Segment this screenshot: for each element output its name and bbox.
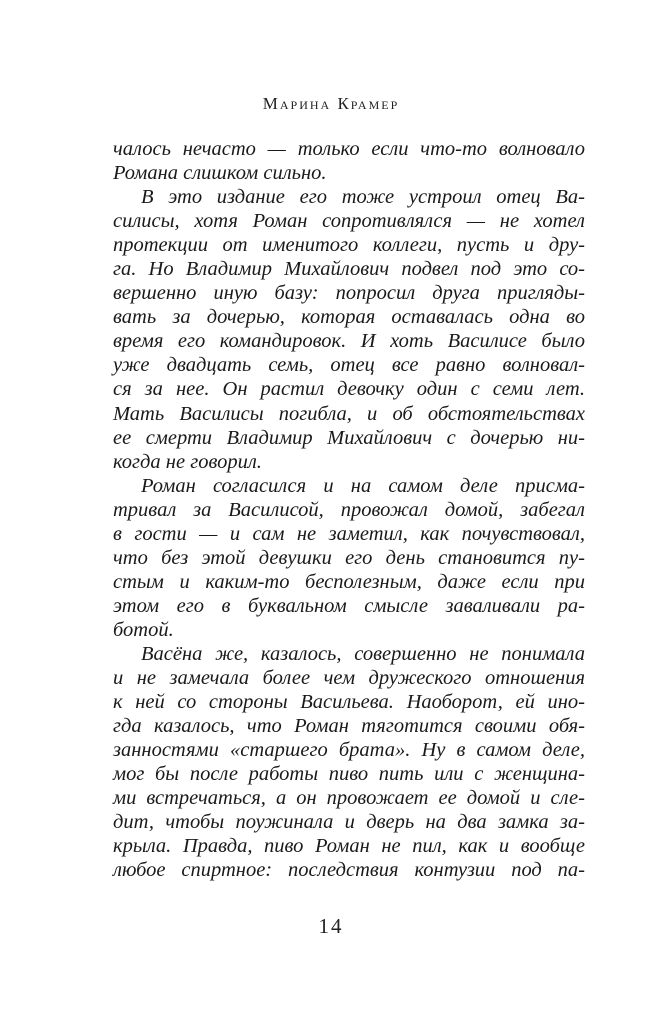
text-line: что без этой девушки его день становится пу- xyxy=(113,546,585,569)
text-line: ботой. xyxy=(113,618,174,641)
text-line: дит, чтобы поужинала и дверь на два замка за- xyxy=(113,811,585,834)
text-line: любое спиртное: последствия контузии под па- xyxy=(113,859,585,882)
text-line: крыла. Правда, пиво Роман не пил, как и вообще xyxy=(113,835,585,858)
text-line: когда не говорил. xyxy=(113,450,262,473)
page-number: 14 xyxy=(318,914,344,938)
body-text xyxy=(113,137,585,882)
text-line: к ней со стороны Васильева. Наоборот, ей ино- xyxy=(113,691,585,714)
text-line: время его командировок. И хоть Василисе было xyxy=(113,330,585,353)
text-line: протекции от именитого коллеги, пусть и дру- xyxy=(113,234,585,257)
text-line: этом его в буквальном смысле заваливали ра- xyxy=(113,594,585,617)
text-line: чалось нечасто — только если что-то волновало xyxy=(113,138,585,160)
text-line: стым и каким-то бесполезным, даже если при xyxy=(113,570,585,593)
text-line: В это издание его тоже устроил отец Ва- xyxy=(141,186,585,209)
text-line: Васёна же, казалось, совершенно не понимала xyxy=(141,642,585,665)
text-line: ми встречаться, а он провожает ее домой и сле- xyxy=(113,787,585,810)
text-line: ее смерти Владимир Михайлович с дочерью ни- xyxy=(113,426,585,449)
text-line: гда казалось, что Роман тяготится своими обя- xyxy=(113,715,585,738)
text-line: мог бы после работы пиво пить или с женщина- xyxy=(113,763,585,786)
text-line: силисы, хотя Роман сопротивлялся — не хотел xyxy=(113,210,585,233)
text-line: вершенно иную базу: попросил друга пригляды- xyxy=(113,282,585,305)
running-head: Марина Крамер xyxy=(262,94,400,113)
text-line: занностями «старшего брата». Ну в самом деле, xyxy=(113,739,585,762)
text-line: тривал за Василисой, провожал домой, забегал xyxy=(113,498,585,521)
text-line: вать за дочерью, которая оставалась одна во xyxy=(113,306,585,329)
text-line: Роман согласился и на самом деле присма- xyxy=(141,474,585,497)
text-line: Мать Василисы погибла, и об обстоятельствах xyxy=(113,402,585,425)
text-line: Романа слишком сильно. xyxy=(113,162,327,185)
text-line: ся за нее. Он растил девочку один с семи лет. xyxy=(113,378,585,401)
text-line: в гости — и сам не заметил, как почувствовал, xyxy=(113,522,585,545)
text-line: и не замечала более чем дружеского отношения xyxy=(113,667,585,690)
text-line: га. Но Владимир Михайлович подвел под это со- xyxy=(113,258,585,281)
text-line: уже двадцать семь, отец все равно волновал- xyxy=(113,354,585,377)
